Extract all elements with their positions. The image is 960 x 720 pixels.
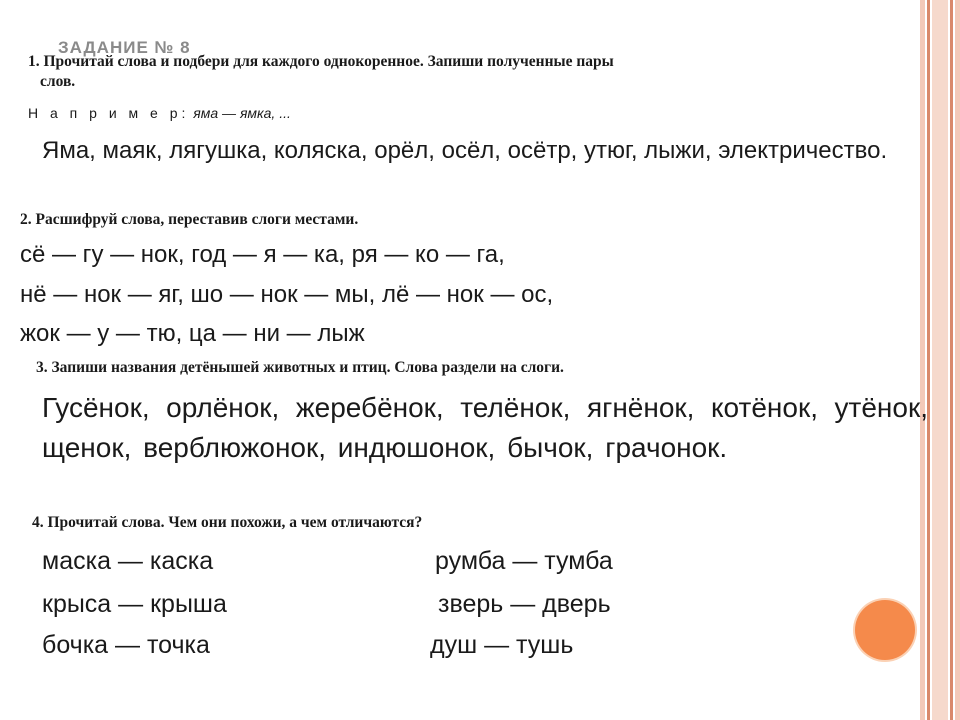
- task2-instruction: 2. Расшифруй слова, переставив слоги местами.: [20, 211, 359, 228]
- task4-instruction: 4. Прочитай слова. Чем они похожи, а чем отличаются?: [32, 514, 423, 531]
- task1-words: Яма, маяк, лягушка, коляска, орёл, осёл, осётр, утюг, лыжи, электричество.: [42, 137, 888, 164]
- decorative-stripes: [920, 0, 960, 720]
- pair-right-1: румба — тумба: [435, 547, 613, 575]
- pair-left-2: крыса — крыша: [42, 590, 227, 618]
- pair-right-2: зверь — дверь: [438, 590, 611, 618]
- task2-line-2: нё — нок — яг, шо — нок — мы, лё — нок — ос,: [20, 281, 554, 308]
- pair-left-1: маска — каска: [42, 547, 214, 575]
- task1-example: [28, 105, 291, 121]
- orange-circle-decoration: [855, 600, 915, 660]
- pair-left-3: бочка — точка: [42, 631, 210, 659]
- pair-right-3: душ — тушь: [430, 631, 574, 659]
- task2-line-1: сё — гу — нок, год — я — ка, ря — ко — га,: [20, 241, 505, 268]
- task1-instruction: [28, 52, 928, 92]
- page-title: ЗАДАНИЕ № 8: [58, 38, 191, 57]
- example-label: Н а п р и м е р:: [28, 105, 190, 121]
- example-text: яма — ямка, ...: [193, 105, 291, 121]
- task1-instruction-line1: 1. Прочитай слова и подбери для каждого однокоренное. Запиши полученные пары: [28, 53, 614, 70]
- task3-words: Гусёнок, орлёнок, жеребёнок, телёнок, ягнёнок, котёнок, утёнок, щенок, верблюжонок, индюшонок, бычок, грачонок.: [42, 392, 928, 463]
- task2-line-3: жок — у — тю, ца — ни — лыж: [20, 320, 365, 347]
- task1-instruction-line2: слов.: [40, 73, 76, 90]
- task3-instruction: 3. Запиши названия детёнышей животных и птиц. Слова раздели на слоги.: [36, 359, 564, 376]
